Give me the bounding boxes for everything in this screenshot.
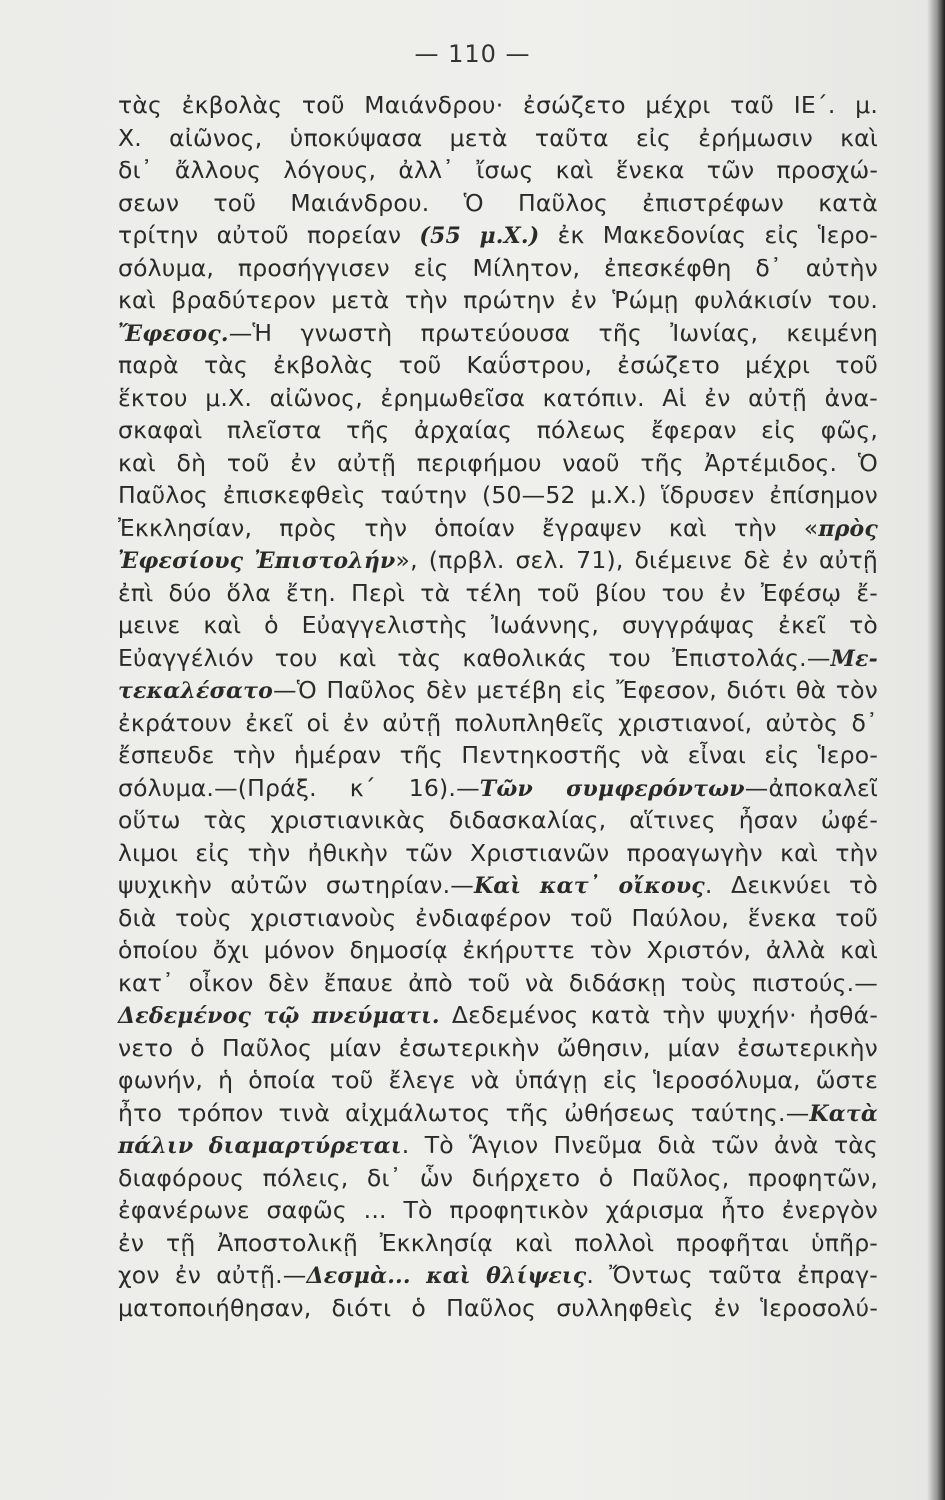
emphasized-phrase: Ἐφεσίους Ἐπιστολήν — [118, 548, 396, 574]
text-segment: νετο ὁ Παῦλος μίαν ἐσωτερικὴν ὤθησιν, μίαν ἐσωτερικὴν — [118, 1033, 878, 1062]
text-segment: χον ἐν αὐτῇ.— — [118, 1261, 307, 1289]
text-line — [118, 219, 878, 252]
text-segment: καὶ δὴ τοῦ ἐν αὐτῇ περιφήμου ναοῦ τῆς Ἀρτέμιδος. Ὁ — [118, 448, 878, 477]
text-segment: . Τὸ Ἅγιον Πνεῦμα διὰ τῶν ἀνὰ τὰς — [401, 1131, 878, 1159]
text-line — [118, 1032, 878, 1065]
text-line — [118, 967, 878, 1000]
text-segment: οὕτω τὰς χριστιανικὰς διδασκαλίας, αἵτινες ἦσαν ὠφέ- — [118, 806, 878, 834]
text-segment: σόλυμα.—(Πράξ. κ΄ 16).— — [118, 773, 480, 802]
text-segment: δι᾿ ἄλλους λόγους, ἀλλ᾿ ἴσως καὶ ἕνεκα τῶν προσχώ- — [118, 156, 878, 184]
text-segment: τρίτην αὐτοῦ πορείαν — [118, 221, 420, 249]
text-line — [118, 902, 878, 935]
text-line — [118, 999, 878, 1032]
text-line — [118, 382, 878, 415]
text-segment: Ἐκκλησίαν, πρὸς τὴν ὁποίαν ἔγραψεν καὶ τὴν « — [118, 513, 819, 542]
text-segment: διαφόρους πόλεις, δι᾿ ὧν διήρχετο ὁ Παῦλος, προφητῶν, — [118, 1163, 878, 1192]
text-segment: σκαφαὶ πλεῖστα τῆς ἀρχαίας πόλεως ἔφεραν εἰς φῶς, — [118, 416, 878, 444]
text-segment: παρὰ τὰς ἐκβολὰς τοῦ Καΰστρου, ἐσώζετο μέχρι τοῦ — [118, 351, 878, 379]
text-segment: ἐκράτουν ἐκεῖ οἱ ἐν αὐτῇ πολυπληθεῖς χριστιανοί, αὐτὸς δ᾿ — [118, 708, 878, 737]
text-segment: καὶ βραδύτερον μετὰ τὴν πρώτην ἐν Ῥώμῃ φυλάκισίν του. — [118, 286, 878, 314]
text-line — [118, 252, 878, 285]
text-segment: ἦτο τρόπον τινὰ αἰχμάλωτος τῆς ὠθήσεως ταύτης.— — [118, 1098, 810, 1127]
emphasized-phrase: (55 μ.Χ.) — [419, 223, 540, 249]
text-line — [118, 707, 878, 740]
emphasized-phrase: Κατὰ — [809, 1100, 878, 1127]
text-line — [118, 284, 878, 317]
text-line — [118, 89, 878, 122]
emphasized-phrase: πρὸς — [818, 515, 878, 542]
emphasized-phrase: πάλιν διαμαρτύρεται — [118, 1133, 402, 1159]
text-segment: Χ. αἰῶνος, ὑποκύψασα μετὰ ταῦτα εἰς ἐρήμωσιν καὶ — [118, 123, 878, 152]
text-segment: μεινε καὶ ὁ Εὐαγγελιστὴς Ἰωάννης, συγγράψας ἐκεῖ τὸ — [118, 611, 878, 639]
text-line — [118, 544, 878, 577]
text-segment: —Ὁ Παῦλος δὲν μετέβη εἰς Ἔφεσον, διότι θὰ τὸν — [273, 676, 878, 704]
page-edge-shadow — [927, 0, 945, 1500]
page-number: — 110 — — [414, 40, 531, 68]
text-segment: ἔσπευδε τὴν ἡμέραν τῆς Πεντηκοστῆς νὰ εἶναι εἰς Ἱερο- — [118, 741, 878, 769]
text-segment: ἐφανέρωνε σαφῶς ... Τὸ προφητικὸν χάρισμα ἦτο ἐνεργὸν — [118, 1196, 878, 1224]
text-segment: ματοποιήθησαν, διότι ὁ Παῦλος συλληφθεὶς ἐν Ἱεροσολύ- — [118, 1293, 878, 1322]
emphasized-phrase: Ἔφεσος. — [118, 320, 229, 347]
text-segment: . Ὄντως ταῦτα ἐπραγ- — [586, 1261, 878, 1289]
text-line — [118, 317, 878, 350]
text-segment: φωνήν, ἡ ὁποία τοῦ ἔλεγε νὰ ὑπάγῃ εἰς Ἱεροσόλυμα, ὥστε — [118, 1066, 878, 1094]
text-segment: ψυχικὴν αὐτῶν σωτηρίαν.— — [118, 871, 474, 899]
text-segment: κατ᾿ οἶκον δὲν ἔπαυε ἀπὸ τοῦ νὰ διδάσκῃ τοὺς πιστούς.— — [118, 968, 878, 997]
text-line — [118, 447, 878, 480]
body-text — [118, 89, 878, 1324]
text-line — [118, 349, 878, 382]
emphasized-phrase: Δεδεμένος τῷ πνεύματι. — [118, 1003, 440, 1029]
text-line — [118, 1292, 878, 1325]
text-segment: ἕκτου μ.Χ. αἰῶνος, ἐρημωθεῖσα κατόπιν. Αἱ ἐν αὐτῇ ἀνα- — [118, 383, 878, 412]
text-line — [118, 869, 878, 902]
text-segment: —Ἡ γνωστὴ πρωτεύουσα τῆς Ἰωνίας, κειμένη — [228, 318, 878, 347]
text-segment: ὁποίου ὄχι μόνον δημοσίᾳ ἐκήρυττε τὸν Χριστόν, ἀλλὰ καὶ — [118, 936, 878, 964]
text-line — [118, 772, 878, 805]
text-segment: —ἀποκαλεῖ — [744, 773, 878, 802]
text-line — [118, 837, 878, 870]
text-line — [118, 804, 878, 837]
text-line — [118, 512, 878, 545]
text-line — [118, 479, 878, 512]
text-segment: τὰς ἐκβολὰς τοῦ Μαιάνδρου· ἐσώζετο μέχρι ταῦ ΙΕ΄. μ. — [118, 91, 878, 119]
text-line — [118, 414, 878, 447]
text-segment: Παῦλος ἐπισκεφθεὶς ταύτην (50—52 μ.Χ.) ἵδρυσεν ἐπίσημον — [118, 481, 878, 509]
text-line — [118, 739, 878, 772]
text-line — [118, 642, 878, 675]
text-line — [118, 1064, 878, 1097]
text-line — [118, 577, 878, 610]
text-segment: ἐκ Μακεδονίας εἰς Ἱερο- — [539, 221, 878, 249]
text-segment: λιμοι εἰς τὴν ἠθικὴν τῶν Χριστιανῶν προαγωγὴν καὶ τὴν — [118, 838, 878, 867]
text-segment: », (πρβλ. σελ. 71), διέμεινε δὲ ἐν αὐτῇ — [395, 546, 878, 574]
text-line — [118, 1194, 878, 1227]
text-segment: Εὐαγγέλιόν του καὶ τὰς καθολικάς του Ἐπιστολάς.— — [118, 643, 831, 672]
text-segment: . Δεικνύει τὸ — [704, 871, 878, 899]
text-line — [118, 1129, 878, 1162]
text-line — [118, 674, 878, 707]
text-segment: ἐπὶ δύο ὅλα ἔτη. Περὶ τὰ τέλη τοῦ βίου του ἐν Ἐφέσῳ ἔ- — [118, 578, 878, 607]
text-segment: ἐν τῇ Ἀποστολικῇ Ἐκκλησίᾳ καὶ πολλοὶ προφῆται ὑπῆρ- — [118, 1228, 878, 1257]
text-segment: σεων τοῦ Μαιάνδρου. Ὁ Παῦλος ἐπιστρέφων κατὰ — [118, 188, 878, 217]
text-line — [118, 187, 878, 220]
text-line — [118, 122, 878, 155]
text-line — [118, 154, 878, 187]
emphasized-phrase: Τῶν συμφερόντων — [479, 775, 745, 802]
emphasized-phrase: τεκαλέσατο — [118, 678, 274, 704]
emphasized-phrase: Με- — [830, 645, 878, 672]
text-line — [118, 1227, 878, 1260]
text-line — [118, 1097, 878, 1130]
text-line — [118, 1259, 878, 1292]
text-line — [118, 609, 878, 642]
emphasized-phrase: Καὶ κατ᾿ οἴκους — [473, 873, 705, 899]
emphasized-phrase: Δεσμὰ... καὶ θλίψεις — [306, 1263, 587, 1289]
text-line — [118, 934, 878, 967]
text-segment: Δεδεμένος κατὰ τὴν ψυχήν· ἠσθά- — [439, 1001, 878, 1029]
text-segment: σόλυμα, προσήγγισεν εἰς Μίλητον, ἐπεσκέφθη δ᾿ αὐτὴν — [118, 253, 878, 282]
text-segment: διὰ τοὺς χριστιανοὺς ἐνδιαφέρον τοῦ Παύλου, ἕνεκα τοῦ — [118, 903, 878, 932]
text-line — [118, 1162, 878, 1195]
